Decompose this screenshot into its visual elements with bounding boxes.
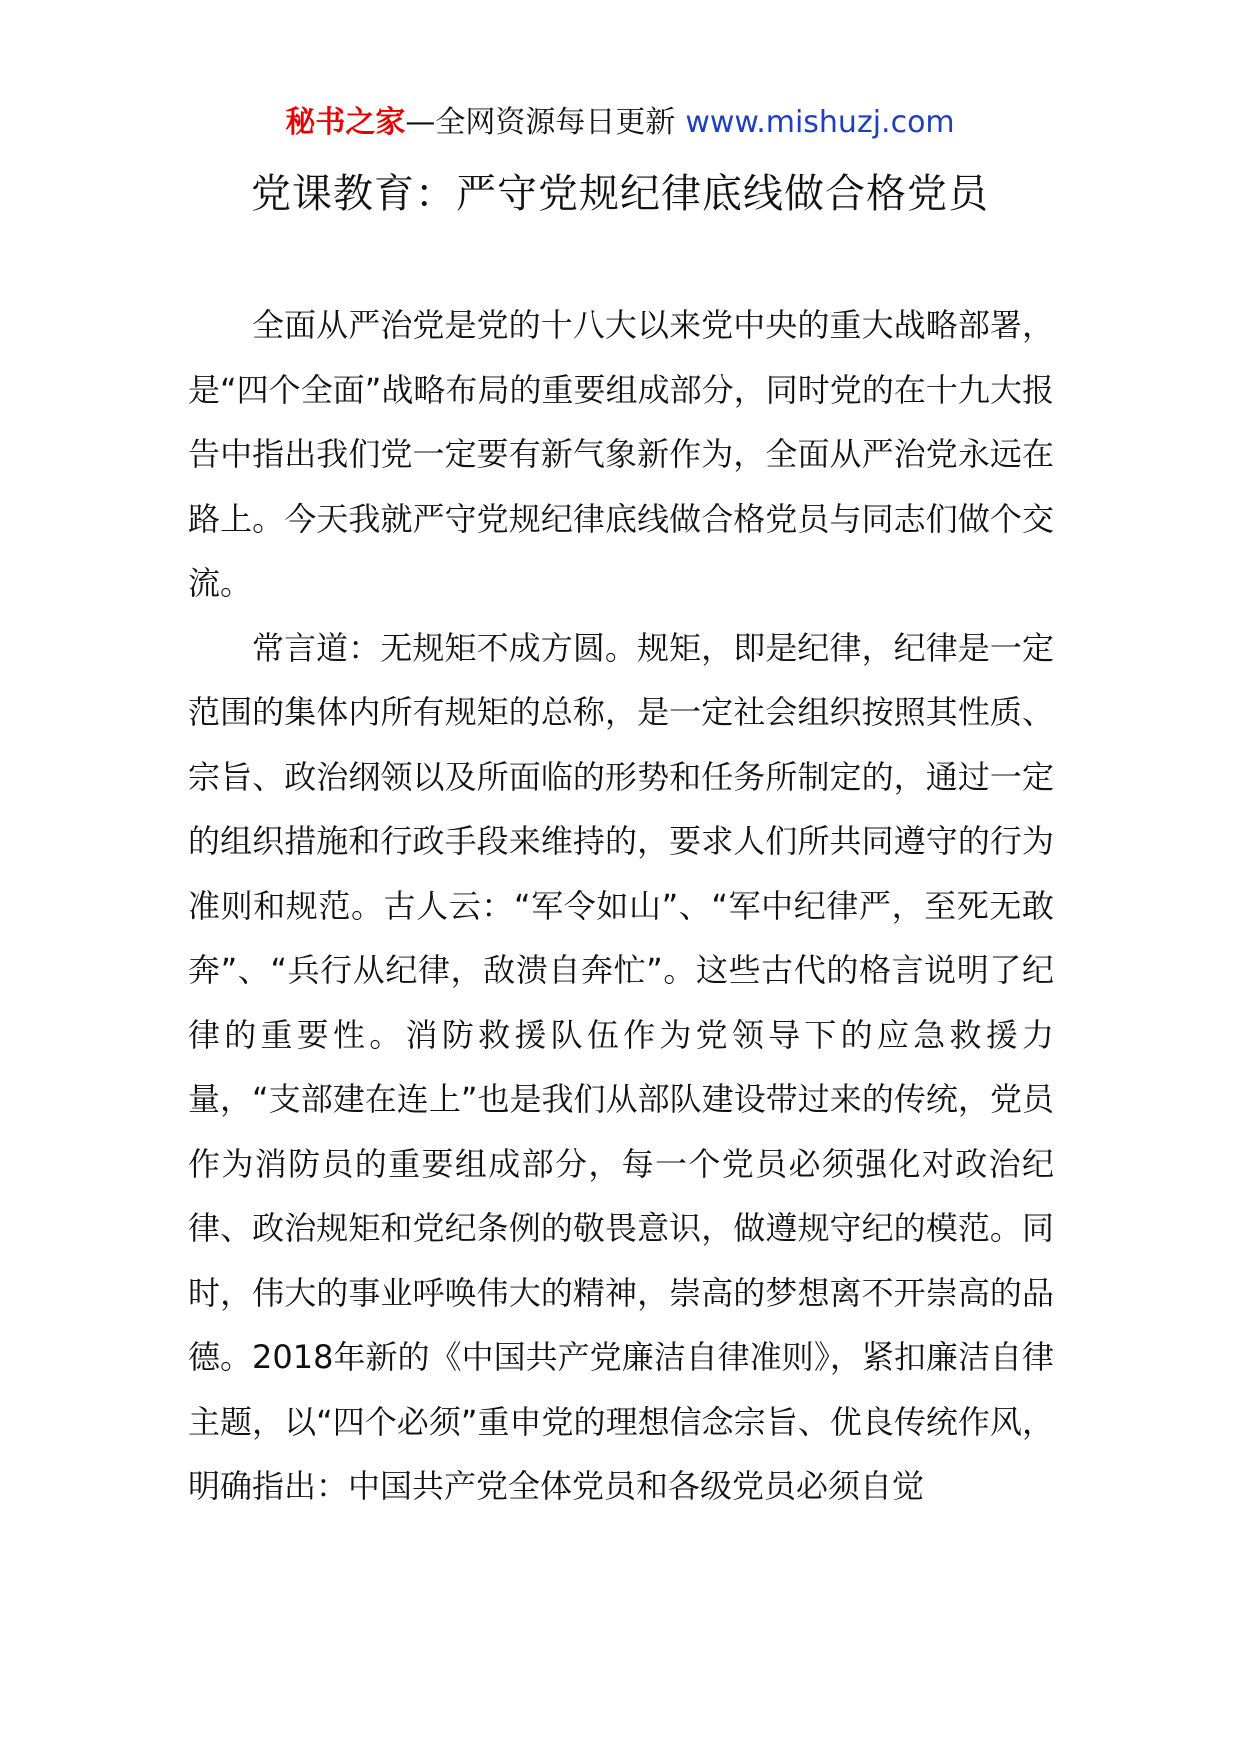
header-tagline: —全网资源每日更新 bbox=[405, 105, 676, 140]
site-url-link[interactable]: www.mishuzj.com bbox=[685, 105, 955, 140]
site-header bbox=[0, 100, 1240, 146]
brand-name: 秘书之家 bbox=[285, 105, 406, 140]
document-title: 党课教育：严守党规纪律底线做合格党员 bbox=[251, 171, 989, 217]
paragraph-1: 全面从严治党是党的十八大以来党中央的重大战略部署，是“四个全面”战略布局的重要组成部分，同时党的在十九大报告中指出我们党一定要有新气象新作为，全面从严治党永远在路上。今天我就严守党规纪律底线做合格党员与同志们做个交流。 bbox=[188, 306, 1054, 602]
paragraph-2: 常言道：无规矩不成方圆。规矩，即是纪律，纪律是一定范围的集体内所有规矩的总称，是一定社会组织按照其性质、宗旨、政治纲领以及所面临的形势和任务所制定的，通过一定的组织措施和行政手段来维持的，要求人们所共同遵守的行为准则和规范。古人云：“军令如山”、“军中纪律严，至死无敢奔”、“兵行从纪律，敌溃自奔忙”。这些古代的格言说明了纪律的重要性。消防救援队伍作为党领导下的应急救援力量，“支部建在连上”也是我们从部队建设带过来的传统，党员作为消防员的重要组成部分，每一个党员必须强化对政治纪律、政治规矩和党纪条例的敬畏意识，做遵规守纪的模范。同时，伟大的事业呼唤伟大的精神，崇高的梦想离不开崇高的品德。2018年新的《中国共产党廉洁自律准则》，紧扣廉洁自律主题，以“四个必须”重申党的理想信念宗旨、优良传统作风，明确指出：中国共产党全体党员和各级党员必须自觉 bbox=[188, 628, 1054, 1505]
document-body bbox=[188, 293, 1054, 1519]
